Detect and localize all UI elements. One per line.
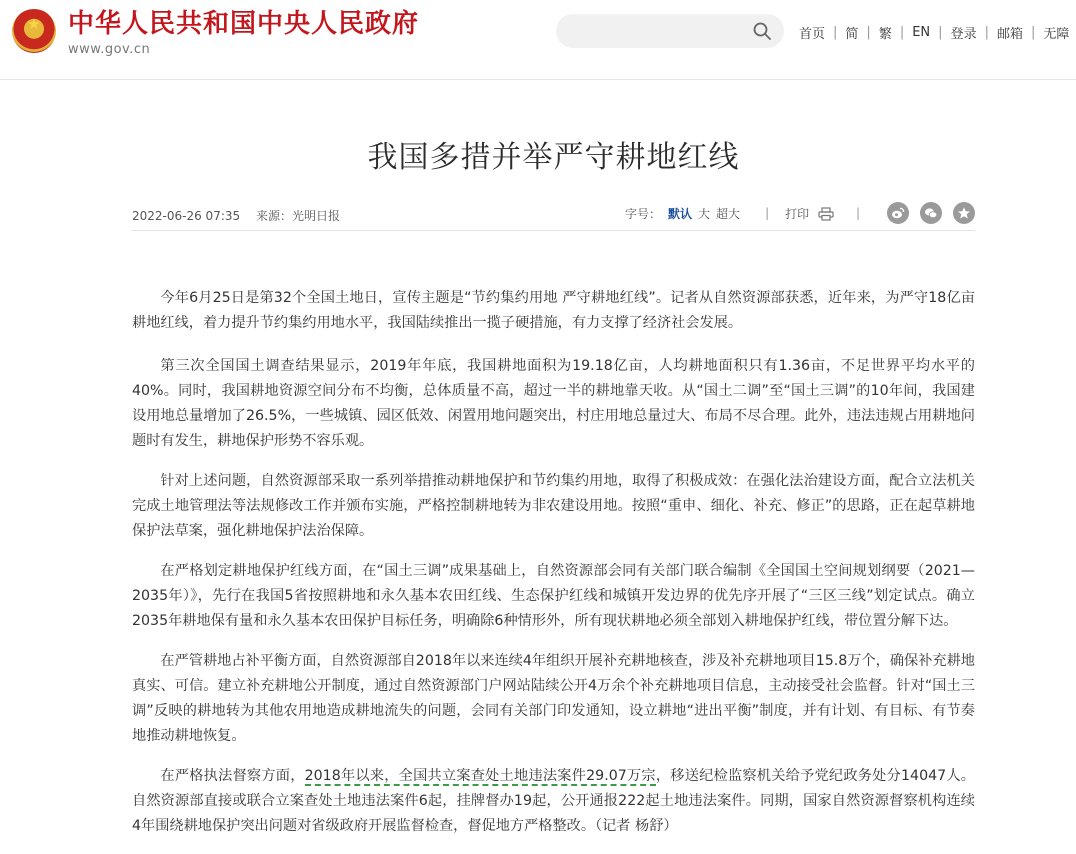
site-url: www.gov.cn (68, 42, 151, 57)
search-icon[interactable] (752, 21, 772, 41)
font-size-xlarge[interactable]: 超大 (716, 206, 741, 221)
print-button[interactable] (785, 205, 834, 222)
meta-divider: | (765, 206, 770, 220)
search-box (556, 14, 784, 48)
nav-traditional[interactable]: 繁 (878, 26, 892, 42)
paragraph-text: 在严格执法督察方面， (160, 768, 305, 784)
nav-separator: | (1030, 24, 1036, 40)
font-size-large[interactable]: 大 (698, 206, 711, 221)
site-title[interactable]: 中华人民共和国中央人民政府 (68, 9, 420, 39)
publish-date: 2022-06-26 07:35 (132, 209, 241, 223)
site-header (0, 0, 1076, 80)
article-title: 我国多措并举严守耕地红线 (367, 140, 740, 175)
weibo-icon[interactable] (887, 202, 909, 224)
star-icon: ★ (27, 15, 41, 33)
meta-divider: | (855, 206, 860, 220)
top-nav (796, 22, 1072, 42)
nav-separator: | (938, 24, 943, 40)
article-paragraph: 今年6月25日是第32个全国土地日，宣传主题是“节约集约用地 严守耕地红线”。记者从自然资源部获悉，近年来，为严守18亿亩耕地红线，着力提升节约集约用地水平，我国陆续推出一揽子硬措施，有力支撑了经济社会发展。 (132, 290, 975, 331)
search-input[interactable] (570, 20, 740, 42)
nav-english[interactable]: EN (912, 24, 931, 40)
article-body (132, 286, 975, 854)
print-label: 打印 (785, 206, 810, 221)
highlighted-text: 2018年以来，全国共立案查处土地违法案件29.07万宗 (304, 768, 656, 784)
wechat-icon[interactable] (920, 202, 942, 224)
nav-accessibility[interactable]: 无障 (1043, 26, 1070, 42)
paragraph-text: ，移送纪检监察机关给予党纪政务处分14047人。自然资源部直接或联合立案查处土地违法案件6起，挂牌督办19起，公开通报222起土地违法案件。同期，国家自然资源督察机构连续4年围绕耕地保护突出问题对省级政府开展监督检查，督促地方严格整改。（记者 杨舒） (132, 768, 975, 834)
font-size-label: 字号： (625, 206, 662, 221)
nav-mailbox[interactable]: 邮箱 (996, 26, 1023, 42)
nav-simplified[interactable]: 简 (845, 26, 859, 42)
nav-separator: | (866, 24, 871, 40)
article-paragraph: 在严格划定耕地保护红线方面，在“国土三调”成果基础上，自然资源部会同有关部门联合编制《全国国土空间规划纲要（2021—2035年）》，先行在我国5省按照耕地和永久基本农田红线、生态保护红线和城镇开发边界的优先序开展了“三区三线”划定试点。确立2035年耕地保有量和永久基本农田保护目标任务，明确除6种情形外，所有现状耕地必须全部划入耕地保护红线，带位置分解下达。 (132, 563, 975, 629)
nav-login[interactable]: 登录 (950, 26, 977, 42)
article-paragraph: 针对上述问题，自然资源部采取一系列举措推动耕地保护和节约集约用地，取得了积极成效：在强化法治建设方面，配合立法机关完成土地管理法等法规修改工作并颁布实施，严格控制耕地转为非农建设用地。按照“重申、细化、补充、修正”的思路，正在起草耕地保护法草案，强化耕地保护法治保障。 (132, 473, 975, 539)
article-paragraph: 第三次全国国土调查结果显示，2019年年底，我国耕地面积为19.18亿亩，人均耕地面积只有1.36亩，不足世界平均水平的40%。同时，我国耕地资源空间分布不均衡，总体质量不高，超过一半的耕地靠天收。从“国土二调”至“国土三调”的10年间，我国建设用地总量增加了26.5%，一些城镇、园区低效、闲置用地问题突出，村庄用地总量过大、布局不尽合理。此外，违法违规占用耕地问题时有发生，耕地保护形势不容乐观。 (132, 358, 975, 449)
nav-home[interactable]: 首页 (799, 26, 826, 42)
article-source: 来源：光明日报 (255, 209, 340, 223)
nav-separator: | (899, 24, 905, 40)
article-paragraph (132, 764, 975, 839)
nav-separator: | (833, 24, 838, 40)
article-meta-bar (132, 201, 975, 231)
national-emblem-logo[interactable] (12, 9, 56, 53)
printer-icon (818, 207, 834, 221)
article-paragraph: 在严管耕地占补平衡方面，自然资源部自2018年以来连续4年组织开展补充耕地核查，涉及补充耕地项目15.8万个，确保补充耕地真实、可信。建立补充耕地公开制度，通过自然资源部门户网站陆续公开4万余个补充耕地项目信息，主动接受社会监督。针对“国土三调”反映的耕地转为其他农用地造成耕地流失的问题，会同有关部门印发通知，设立耕地“进出平衡”制度，并有计划、有目标、有节奏地推动耕地恢复。 (132, 653, 975, 744)
favorite-icon[interactable] (953, 202, 975, 224)
font-size-default[interactable]: 默认 (668, 206, 693, 221)
nav-separator: | (984, 24, 989, 40)
